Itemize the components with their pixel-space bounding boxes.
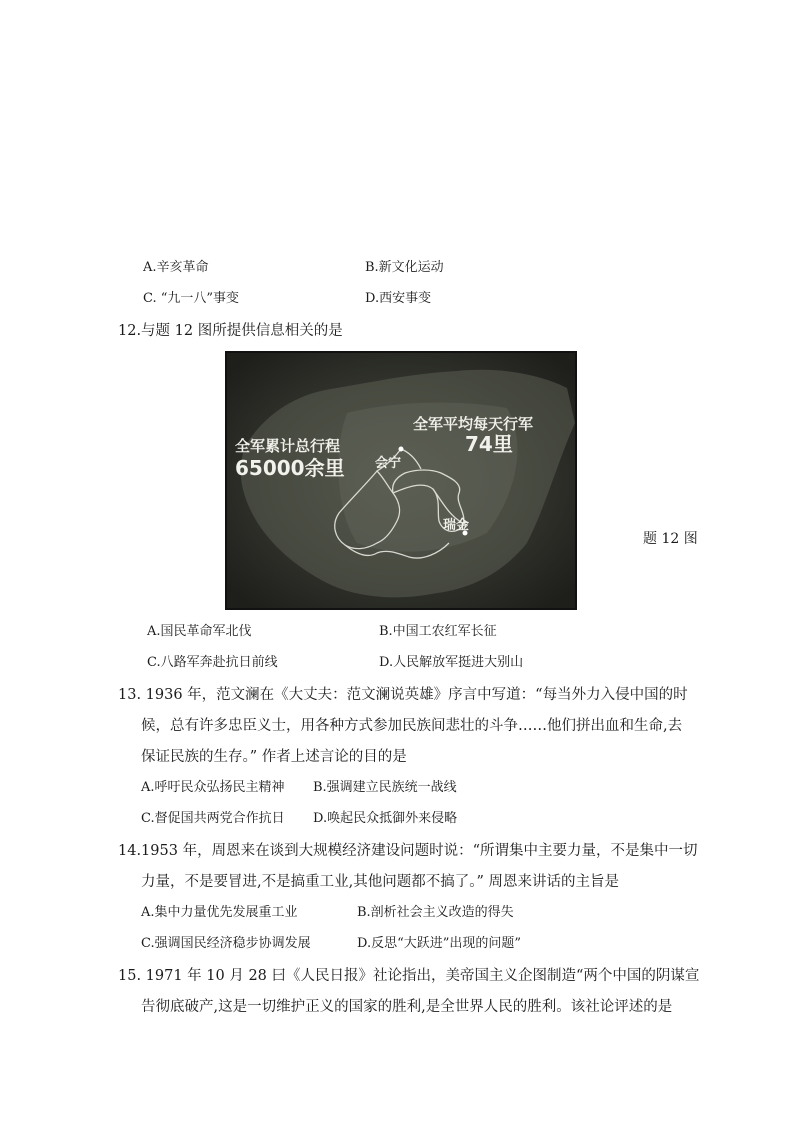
long-march-map-figure [225,351,577,610]
q13-stem-line-2: 候，总有许多忠臣义士，用各种方式参加民族间悲壮的斗争……他们拼出血和生命,去 [141,718,683,734]
q13-stem-line-1: 13. 1936 年，范文澜在《大丈夫：范文澜说英雄》序言中写道：“每当外力入侵中国的时 [118,687,688,703]
q12-stem: 12.与题 12 图所提供信息相关的是 [118,323,343,339]
map-text-total-distance-label: 全军累计总行程 [235,437,341,455]
q12-option-d: D.人民解放军挺进大别山 [379,655,524,670]
q14-option-d: D.反思“大跃进”出现的问题” [357,936,522,951]
map-place-huining: 会宁 [375,456,402,471]
q11-option-c: C. “九一八”事变 [143,291,240,306]
q11-option-a: A.辛亥革命 [143,260,209,275]
q12-option-a: A.国民革命军北伐 [147,624,252,639]
q13-option-d: D.唤起民众抵御外来侵略 [313,811,458,826]
map-text-daily-march-value: 74里 [465,432,513,456]
q14-option-b: B.剖析社会主义改造的得失 [357,905,514,920]
map-place-ruijin: 瑞金 [443,518,470,533]
q12-option-b: B.中国工农红军长征 [379,624,497,639]
q12-option-c: C.八路军奔赴抗日前线 [147,655,278,670]
q14-option-a: A.集中力量优先发展重工业 [141,905,298,920]
q14-stem-line-1: 14.1953 年，周恩来在谈到大规模经济建设问题时说：“所谓集中主要力量，不是集中一切 [118,843,698,859]
q15-stem-line-1: 15. 1971 年 10 月 28 曰《人民日报》社论指出，美帝国主义企图制造“两个中国的阴谋宣 [118,968,700,984]
q13-stem-line-3: 保证民族的生存。” 作者上述言论的目的是 [141,749,407,765]
q11-option-d: D.西安事变 [365,291,432,306]
q11-option-b: B.新文化运动 [365,260,444,275]
q13-option-b: B.强调建立民族统一战线 [313,780,457,795]
figure-12-caption: 题 12 图 [643,531,698,547]
q14-stem-line-2: 力量，不是要冒进,不是搞重工业,其他问题都不搞了。” 周恩来讲话的主旨是 [141,874,619,890]
q13-option-c: C.督促国共两党合作抗日 [141,811,285,826]
q14-option-c: C.强调国民经济稳步协调发展 [141,936,311,951]
q13-option-a: A.呼吁民众弘扬民主精神 [141,780,285,795]
map-text-daily-march-label: 全军平均每天行军 [413,415,534,433]
map-text-total-distance-value: 65000余里 [235,456,345,480]
huining-marker [399,447,404,452]
q15-stem-line-2: 告彻底破产,这是一切维护正义的国家的胜利,是全世界人民的胜利。该社论评述的是 [141,999,673,1015]
